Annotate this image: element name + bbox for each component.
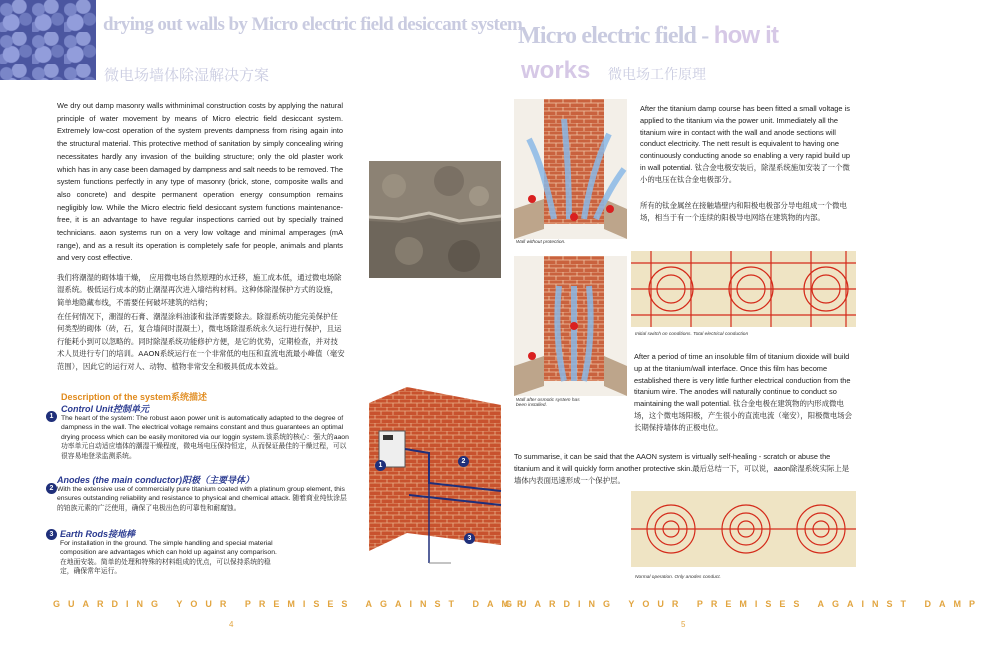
installation-diagram (369, 383, 501, 563)
caption-wall-after: Wall after osmotic system has been installed. (516, 398, 580, 408)
diagram-marker-3: 3 (464, 533, 475, 544)
right-para1-en: After the titanium damp course has been fitted a small voltage is applied to the titanium via the power unit. Immediately all the titanium wire in contact with the wall and anode sections will conduct electricity. The nett result is equivalent to having one continuously conducting anode so enabling a very rapid build up in wall potential. 钛合金电极安装后，除湿系统施加安装了一个微小的电压在钛合金电极部分。 (640, 104, 850, 184)
intro-cn-1: 我们将潮湿的砌体墙干燥， 应用微电场自然原理的水迁移，施工成本低，通过微电场除湿系统。极低运行成本的防止潮湿再次进入墙结构材料。这种体除湿保护方式的设施，简单地隐藏布线，不需要任何破坏建筑的结构； (57, 273, 342, 307)
caption-initial: Initial switch on conditions. Total electrical conduction (635, 332, 749, 337)
right-header-title-b: how it (713, 22, 779, 49)
right-para1-cn: 所有的钛金属丝在接触墙壁内和阳极电极部分导电组成一个微电场，相当于有一个连续的阳极导电网络在建筑物的内部。 (640, 201, 847, 222)
diagram-marker-1: 1 (375, 460, 386, 471)
right-header-cn-title: 微电场工作原理 (608, 67, 706, 83)
left-header-title: drying out walls by Micro electric field desiccant system (103, 14, 523, 35)
right-para3: To summarise, it can be said that the AAON system is virtually self-healing - scratch or abuse the titanium and it will quickly form another protective skin.最后总结一下，可以说，aaon除湿系统实际上是墙体内表面迅速形成一个保护层。 (514, 452, 850, 485)
right-page-number: 5 (681, 620, 686, 629)
section-title-cn: 系统描述 (171, 392, 208, 402)
diagram-marker-2: 2 (458, 456, 469, 467)
normal-operation-diagram (631, 491, 856, 567)
left-footer: GUARDING YOUR PREMISES AGAINST DAMP (53, 599, 532, 609)
wall-without-protection-illustration (514, 99, 627, 239)
right-header-title-a: Micro electric field - (518, 23, 714, 49)
item-text-control-unit: The heart of the system: The robust aaon power unit is automatically adapted to the degree of dampness in the wall. The electrical voltage remains constant and thus guarantees an optimal drying process which can be easily monitored via our loggin system.该系统的核心：强大的aaon功率单元自动适应墙体的潮湿干燥程度，微电场电压保持恒定，从而保证最佳的干燥过程，可以很容易地登录监测系统。 (61, 415, 349, 460)
right-header-title (518, 22, 778, 50)
intro-cn-2: 在任何情况下，潮湿的石膏、潮湿涂料油漆和盐泽需要除去。除湿系统功能完美保护任何类型的砌体（砖，石，复合墙间时混凝土），微电场除湿系统永久运行进行保护，且运行能耗小到可以忽略的。同时除湿系统功能修护方便，是它的优势，定期检查，并对技术人员进行专门的培训。AAON系统运行在一个非常低的电压和直流电流最小峰值（毫安范围），因此它的运行对人、动物、植物非常安全和极具低成本效益。 (57, 312, 345, 371)
caption-normal: Normal operation. Only anodes conduct. (635, 575, 721, 580)
item-title-earth-rods: Earth Rods接地棒 (60, 529, 136, 539)
item-title-control-unit: Control Unit控制单元 (61, 404, 149, 414)
right-para2: After a period of time an insoluble film of titanium dioxide will build up at the titanium/wall interface. Once this film has become established there is very little further electrical conduction from the titanium wire. The anodes will naturally continue to conduct so maintaining the wall potential. 钛合金电极在建筑物的内形成微电场，这个微电场阳极，产生很小的直流电流（毫安），阳极微电场会长期保持墙体的正极电位。 (634, 352, 853, 432)
initial-conduction-diagram (631, 251, 856, 327)
wall-after-install-illustration (514, 256, 627, 396)
item-title-anodes: Anodes (the main conductor)阳极（主要导体） (57, 475, 255, 485)
section-title-en: Description of the system (61, 392, 172, 402)
caption-wall-without: Wall without protection. (516, 240, 566, 245)
item-text-earth-rods: For installation in the ground. The simple handling and special material composition are advantages which can hold up against any comparison.在地面安装。简单的处理和特殊的材料组成的优点，可以保持系统的稳定，确保常年运行。 (60, 540, 277, 576)
intro-en: We dry out damp masonry walls withminimal construction costs by applying the natural principle of water movement by means of Micro electric field desiccant system. Extremely low-cost operation of the system prevents dampness from rising again into the structural material. This protective method of sanitation by simply concealing wiring necessitates hardly any invasion of the building structure; only the old plaster work which has in any case been damaged by dampness and salt needs to be removed. The system functions perfectly in any type of masonry (brick, stone, composite walls and also concrete) and despite permanent operation energy consumption remains negligibly low. While the Micro electric field desiccant system functions maintenance-free, it is an advantage to have regular inspections carried out by specially trained technicians. aaon systems run on a very low voltage and minimal amperages (mA range), and as a result its operation is completely safe for people, animals and plants and very cost effective. (57, 101, 343, 263)
left-page-number: 4 (229, 620, 234, 629)
item-number-1: 1 (46, 411, 57, 422)
right-header-works: works (521, 57, 591, 84)
item-text-anodes: With the extensive use of commercially pure titanium coated with a platinum group element, this ensures outstanding reliability and resistance to physical and chemical attack. 随着商业纯钛涂层的铂族元素的广泛使用，确保了电极出色的可靠性和耐腐蚀。 (57, 486, 347, 512)
right-footer: GUARDING YOUR PREMISES AGAINST DAMP (505, 599, 983, 609)
item-number-2: 2 (46, 483, 57, 494)
item-number-3: 3 (46, 529, 57, 540)
left-header-cn-title: 微电场墙体除湿解决方案 (104, 66, 270, 84)
header-texture (0, 0, 96, 80)
stone-wall-photo (369, 161, 501, 278)
